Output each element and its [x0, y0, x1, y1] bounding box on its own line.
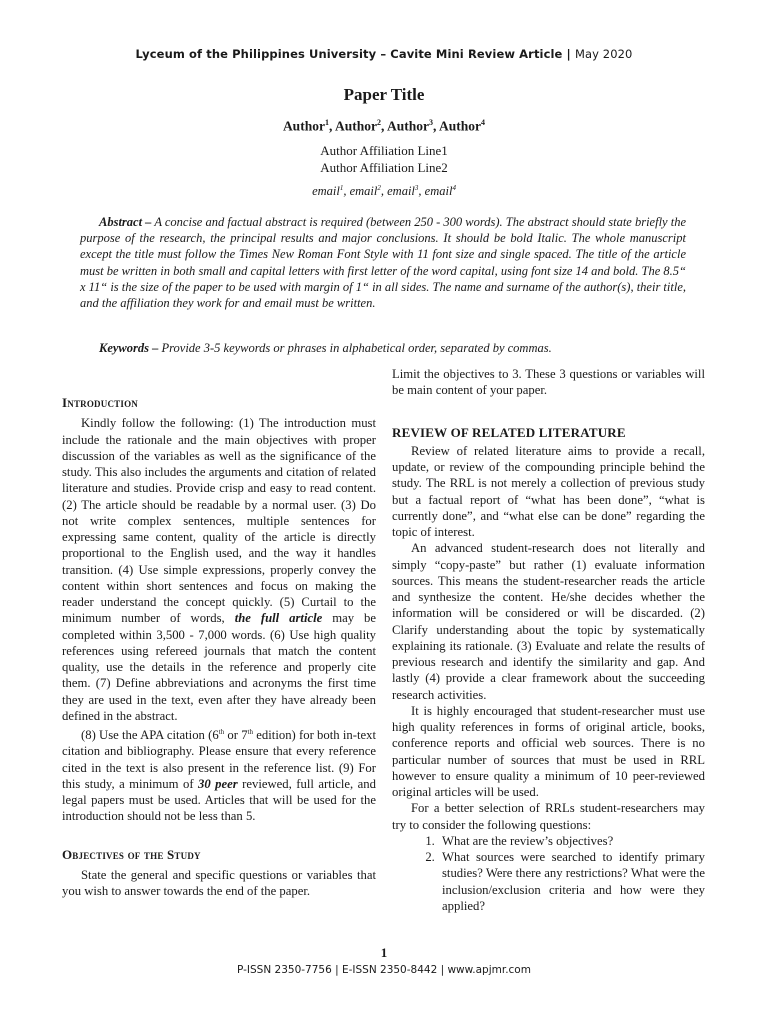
introduction-paragraph-1: [62, 415, 376, 724]
rrl-paragraph-3: It is highly encouraged that student-researcher must use high quality references in forms of original article, books, conference reports and official web sources. There is no particular number of sources that must be used in RRL however to ensure quality a minimum of 10 peer-reviewed original articles will be used.: [392, 703, 705, 799]
intro-text: may be completed within 3,500 - 7,000 words. (6) Use high quality references using refereed journals that match the content quality, use the details in the reference and properly cite them. (7) Define abbreviations and acronyms the first time they are used in the text, even after they have already been defined in the abstract.: [62, 611, 376, 723]
issue-date: May 2020: [574, 47, 633, 61]
email-list: email$^1$, email$^2$, email$^3$, email$^4$: [312, 183, 456, 198]
rrl-paragraph-2: An advanced student-research does not literally and simply “copy-paste” but rather (1) evaluate information sources. This means the student-researcher reads the article and synthesize the content. He/she decides whether the information will be considered or will be discarded. (2) Clarify understanding about the topic by systematically explaining its rationale. (3) Evaluate and relate the results of previous research and identify the similarity and gap. And lastly (4) provide a clear framework about the succeeding research activities.: [392, 541, 705, 702]
footer-issn: P-ISSN 2350-7756 | E-ISSN 2350-8442 | www.apjmr.com: [237, 964, 531, 976]
keywords-text: Provide 3-5 keywords or phrases in alphabetical order, separated by commas.: [158, 341, 552, 355]
paper-title: Paper Title: [343, 85, 425, 104]
intro-text: Kindly follow the following: (1) The introduction must include the rationale and the main objectives with proper discussion of the variables as well as the significance of the study. This also includes the arguments and citation of related literature and studies. Provide crisp and easy to read content. (2) The article should be readable by a normal user. (3) Do not write complex sentences, multiple sentences for expressing same content, quality of the article is directly proportional to the English used, and the way it handles transition. (4) Use simple expressions, properly convey the content within short sentences and focus on making the reader understand the concept quickly. (5) Curtail to the minimum number of words,: [62, 416, 376, 626]
intro-text: or 7: [224, 728, 248, 743]
title-block: [0, 84, 768, 199]
email-sup: 1: [339, 183, 344, 192]
objectives-heading: Objectives of the Study: [62, 846, 201, 862]
email: email: [312, 183, 340, 198]
affiliation-line-1: Author Affiliation Line1: [320, 142, 448, 158]
intro-text: (8) Use the APA citation (6: [81, 728, 219, 743]
intro-emphasis: 30 peer: [198, 776, 238, 791]
email-sup: 2: [377, 183, 381, 192]
author-sup: 2: [376, 118, 381, 127]
objectives-paragraph-2: Limit the objectives to 3. These 3 questions or variables will be main content of your paper.: [392, 367, 705, 398]
author-name: Author: [387, 118, 430, 134]
intro-text: edition) for both in-text citation and bibliography. Please ensure that every reference cited in the text is also present in the reference list. (9) For this study, a minimum of: [62, 728, 376, 791]
keywords: [80, 341, 686, 356]
introduction-heading: Introduction: [62, 395, 138, 410]
edition-sup: th: [218, 728, 225, 736]
right-column: [392, 366, 705, 914]
author-name: Author: [334, 118, 377, 134]
running-header: [0, 47, 768, 61]
author-sup: 4: [481, 118, 486, 127]
rrl-paragraph-4: For a better selection of RRLs student-researchers may try to consider the following questions:: [392, 801, 705, 832]
author-name: Author: [439, 118, 482, 134]
intro-text: reviewed, full article, and legal papers must be used. Articles that will be used for the introduction should not be less than 5.: [62, 776, 376, 824]
keywords-label: Keywords –: [99, 341, 159, 355]
email-sup: 4: [452, 183, 456, 192]
email-sup: 3: [414, 183, 419, 192]
email: email: [349, 183, 378, 198]
intro-emphasis: the full article: [234, 611, 323, 626]
list-item: 1. What are the review’s objectives?: [438, 833, 705, 849]
abstract-label: Abstract –: [99, 215, 152, 229]
edition-sup: th: [247, 728, 254, 736]
email: email: [387, 183, 415, 198]
rrl-question-list: [392, 833, 705, 914]
abstract: [80, 214, 686, 311]
affiliation-line-2: Author Affiliation Line2: [320, 159, 448, 175]
page-number: 1: [380, 945, 388, 960]
author-name: Author: [282, 118, 325, 134]
abstract-text: A concise and factual abstract is required (between 250 - 300 words). The abstract should state briefly the purpose of the research, the principal results and major conclusions. It should be bold Italic. The whole manuscript except the title must follow the Times New Roman Font Style with 11 font size and single spaced. The title of the article must be written in both small and capital letters with first letter of the word capital, using font size 14 and bold. The 8.5“ x 11“ is the size of the paper to be used with margin of 1“ in all sides. The name and surname of the author(s), their title, and the affiliation they work for and email must be written.: [80, 215, 686, 311]
author-sup: 3: [429, 118, 434, 127]
introduction-paragraph-2: [62, 724, 376, 825]
list-item: 2. What sources were searched to identify primary studies? Were there any restrictions? What were the inclusion/exclusion criteria and how were they applied?: [438, 849, 705, 914]
left-column: [62, 366, 376, 899]
objectives-paragraph-1: State the general and specific questions or variables that you wish to answer towards the end of the paper.: [62, 867, 376, 899]
journal-name: Lyceum of the Philippines University – Cavite Mini Review Article |: [135, 47, 571, 61]
rrl-heading: REVIEW OF RELATED LITERATURE: [392, 424, 626, 440]
rrl-paragraph-1: Review of related literature aims to provide a recall, update, or review of the compounding principle behind the study. The RRL is not merely a collection of previous study but a factual report of “what has been done”, “what is currently done”, and “what else can be done” regarding the topic of interest.: [392, 443, 705, 539]
author-list: Author$^1$, Author$^2$, Author$^3$, Author$^4$: [282, 118, 486, 134]
email: email: [424, 183, 453, 198]
author-sup: 1: [324, 118, 329, 127]
